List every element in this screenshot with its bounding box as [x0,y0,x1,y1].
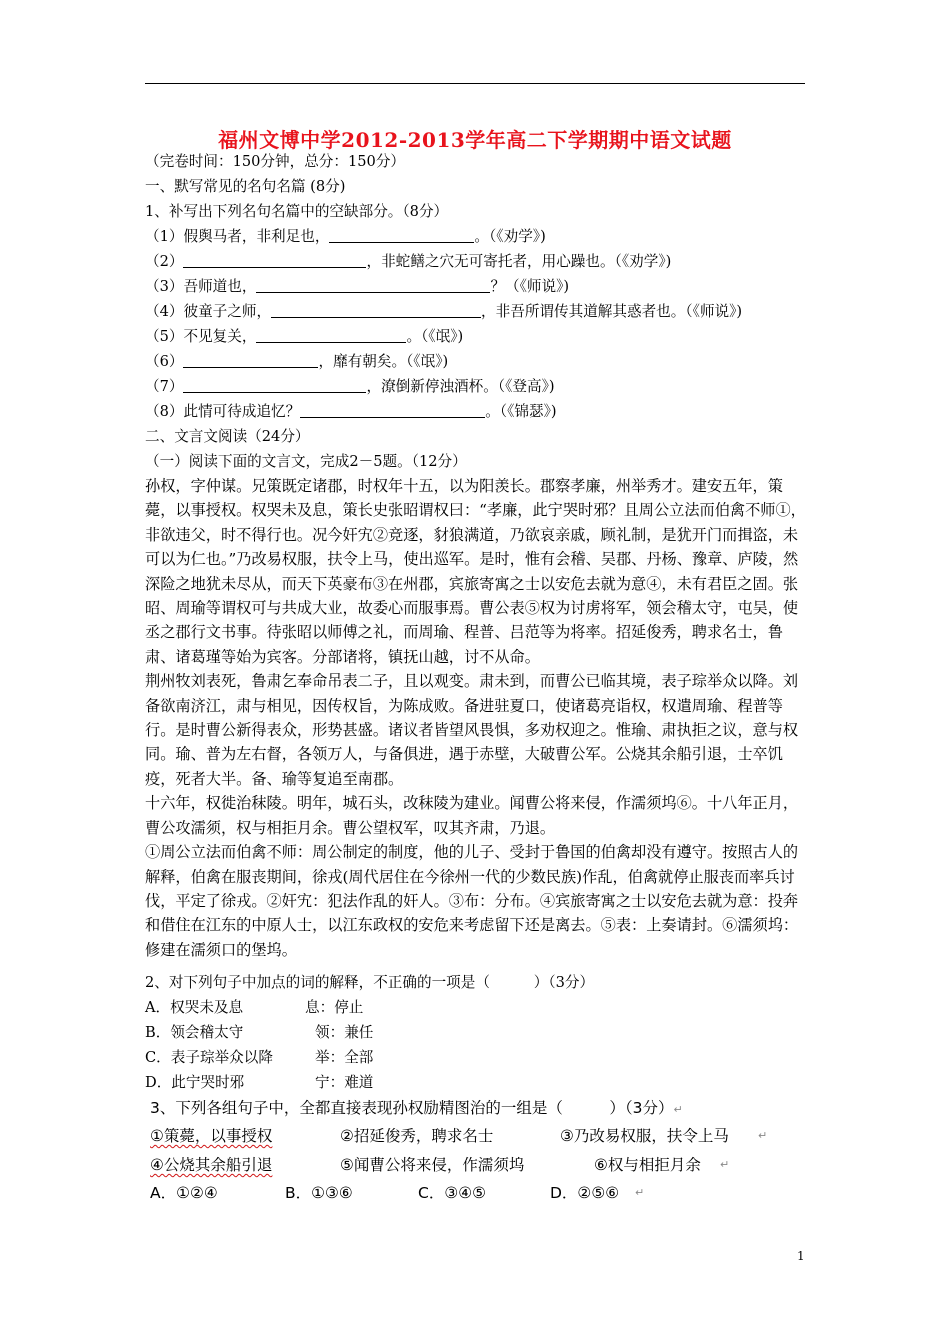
fill-item-post: ，非蛇鳝之穴无可寄托者，用心躁也。（《劝学》) [366,253,672,270]
section2-subheading: （一）阅读下面的文言文，完成2－5题。（12分） [145,453,467,470]
fill-item-pre: （1）假舆马者，非利足也， [145,228,330,245]
q3-stem-text: 3、下列各组句子中，全都直接表现孙权励精图治的一组是（ ）（3分） [150,1099,674,1117]
paragraph-mark-icon: ↵ [758,1129,768,1142]
q3-row-1 [150,1126,768,1146]
fill-item-5 [145,327,463,347]
answer-blank[interactable] [256,327,406,343]
q3-choice-b: B．①③⑥ [285,1184,353,1202]
q3-choice-c: C．③④⑤ [418,1184,487,1202]
q3-row-2 [150,1155,730,1175]
answer-blank[interactable] [183,352,318,368]
option-gloss: 宁：难道 [315,1074,374,1091]
fill-item-post: ，靡有朝矣。（《氓》) [318,353,449,370]
q3-item-5: ⑤闻曹公将来侵，作濡须坞 [340,1156,525,1174]
exam-title: 福州文博中学2012-2013学年高二下学期期中语文试题 [218,128,732,152]
fill-item-4 [145,302,742,322]
passage-footnotes: ①周公立法而伯禽不师：周公制定的制度，他的儿子、受封于鲁国的伯禽却没有遵守。按照古人的解释，伯禽在服丧期间，徐戎(周代居住在今徐州一代的少数民族)作乱，伯禽就停止服丧而率兵讨伐，平定了徐戎。②奸宄：犯法作乱的奸人。③布：分布。④宾旅寄寓之士以安危去就为意：投奔和借住在江东的中原人士，以江东政权的安危来考虑留下还是离去。⑤表：上奏请封。⑥濡须坞：修建在濡须口的堡坞。 [145,843,799,959]
option-label: C．表子琮举众以降 [145,1049,273,1066]
paragraph-mark-icon: ↵ [720,1158,730,1171]
q3-item-3: ③乃改易权服，扶令上马 [560,1127,729,1145]
passage-paragraph-1: 孙权，字仲谋。兄策既定诸郡，时权年十五，以为阳羡长。郡察孝廉，州举秀才。建安五年，策薨，以事授权。权哭未及息，策长史张昭谓权曰：“孝廉，此宁哭时邪？且周公立法而伯禽不师①，非欲违父，时不得行也。况今奸宄②竞逐，豺狼满道，乃欲哀亲戚，顾礼制，是犹开门而揖盗，未可以为仁也。”乃改易权服，扶令上马，使出巡军。是时，惟有会稽、吴郡、丹杨、豫章、庐陵，然深险之地犹未尽从，而天下英豪布③在州郡，宾旅寄寓之士以安危去就为意④，未有君臣之固。张昭、周瑜等谓权可与共成大业，故委心而服事焉。曹公表⑤权为讨虏将军，领会稽太守，屯吴，使丞之郡行文书事。待张昭以师傅之礼，而周瑜、程普、吕范等为将率。招延俊秀，聘求名士，鲁肃、诸葛瑾等始为宾客。分部诸将，镇抚山越，讨不从命。 [145,477,806,666]
q3-item-6: ⑥权与相拒月余 [594,1156,701,1174]
paragraph-mark-icon: ↵ [635,1186,645,1199]
question-2-stem: 2、对下列句子中加点的词的解释，不正确的一项是（ ）（3分） [145,974,595,991]
classical-passage [145,474,813,962]
q3-item-2: ②招延俊秀，聘求名士 [340,1127,494,1145]
fill-item-pre: （8）此情可待成追忆？ [145,403,301,420]
answer-blank[interactable] [271,302,481,318]
q2-option-d [145,1073,374,1093]
fill-item-pre: （6） [145,353,184,370]
q3-choice-a: A．①②④ [150,1184,218,1202]
fill-item-post: 。（《锦瑟》) [485,403,557,420]
passage-paragraph-2: 荆州牧刘表死，鲁肃乞奉命吊表二子，且以观变。肃未到，而曹公已临其境，表子琮举众以降。刘备欲南济江，肃与相见，因传权旨，为陈成败。备进驻夏口，使诸葛亮诣权，权遣周瑜、程普等行。是时曹公新得表众，形势甚盛。诸议者皆望风畏惧，多劝权迎之。惟瑜、肃执拒之议，意与权同。瑜、普为左右督，各领万人，与备俱进，遇于赤壁，大破曹公军。公烧其余船引退，士卒饥疫，死者大半。备、瑜等复追至南郡。 [145,672,799,788]
answer-blank[interactable] [329,227,474,243]
q3-choice-d: D．②⑤⑥ [550,1184,620,1202]
paragraph-mark-icon: ↵ [673,1103,683,1116]
fill-item-pre: （2） [145,253,184,270]
option-label: D．此宁哭时邪 [145,1074,245,1091]
fill-item-post: ，潦倒新停浊酒杯。（《登高》) [366,378,555,395]
option-label: A．权哭未及息 [145,999,244,1016]
fill-item-post: ？（《师说》) [490,278,570,295]
answer-blank[interactable] [183,377,366,393]
header-rule [145,83,805,84]
passage-paragraph-3: 十六年，权徙治秣陵。明年，城石头，改秣陵为建业。闻曹公将来侵，作濡须坞⑥。十八年正月，曹公攻濡须，权与相拒月余。曹公望权军，叹其齐肃，乃退。 [145,794,799,837]
section2-heading: 二、文言文阅读（24分） [145,428,310,445]
exam-info: （完卷时间：150分钟，总分：150分） [145,153,406,170]
q3-item-1: ①策薨，以事授权 [150,1127,273,1145]
fill-item-pre: （7） [145,378,184,395]
answer-blank[interactable] [300,402,485,418]
fill-item-7 [145,377,555,397]
fill-item-pre: （4）彼童子之师， [145,303,272,320]
fill-item-6 [145,352,448,372]
option-label: B．领会稽太守 [145,1024,244,1041]
q2-option-c [145,1048,374,1068]
q3-choices [150,1183,645,1203]
option-gloss: 息：停止 [305,999,364,1016]
fill-item-pre: （5）不见复关， [145,328,257,345]
fill-item-pre: （3）吾师道也， [145,278,257,295]
fill-item-3 [145,277,569,297]
question-1: 1、补写出下列名句名篇中的空缺部分。（8分） [145,203,449,220]
answer-blank[interactable] [183,252,366,268]
fill-item-2 [145,252,671,272]
fill-item-post: 。（《劝学》) [474,228,546,245]
answer-blank[interactable] [256,277,490,293]
question-3-stem [150,1098,683,1120]
page-number: 1 [797,1249,805,1263]
option-gloss: 领：兼任 [315,1024,374,1041]
fill-item-8 [145,402,557,422]
section1-heading: 一、默写常见的名句名篇 (8分) [145,178,346,195]
option-gloss: 举：全部 [315,1049,374,1066]
fill-item-post: ，非吾所谓传其道解其惑者也。（《师说》) [481,303,743,320]
q2-option-a [145,998,364,1018]
q2-option-b [145,1023,374,1043]
fill-item-post: 。（《氓》) [406,328,464,345]
q3-item-4: ④公烧其余船引退 [150,1156,273,1174]
fill-item-1 [145,227,546,247]
